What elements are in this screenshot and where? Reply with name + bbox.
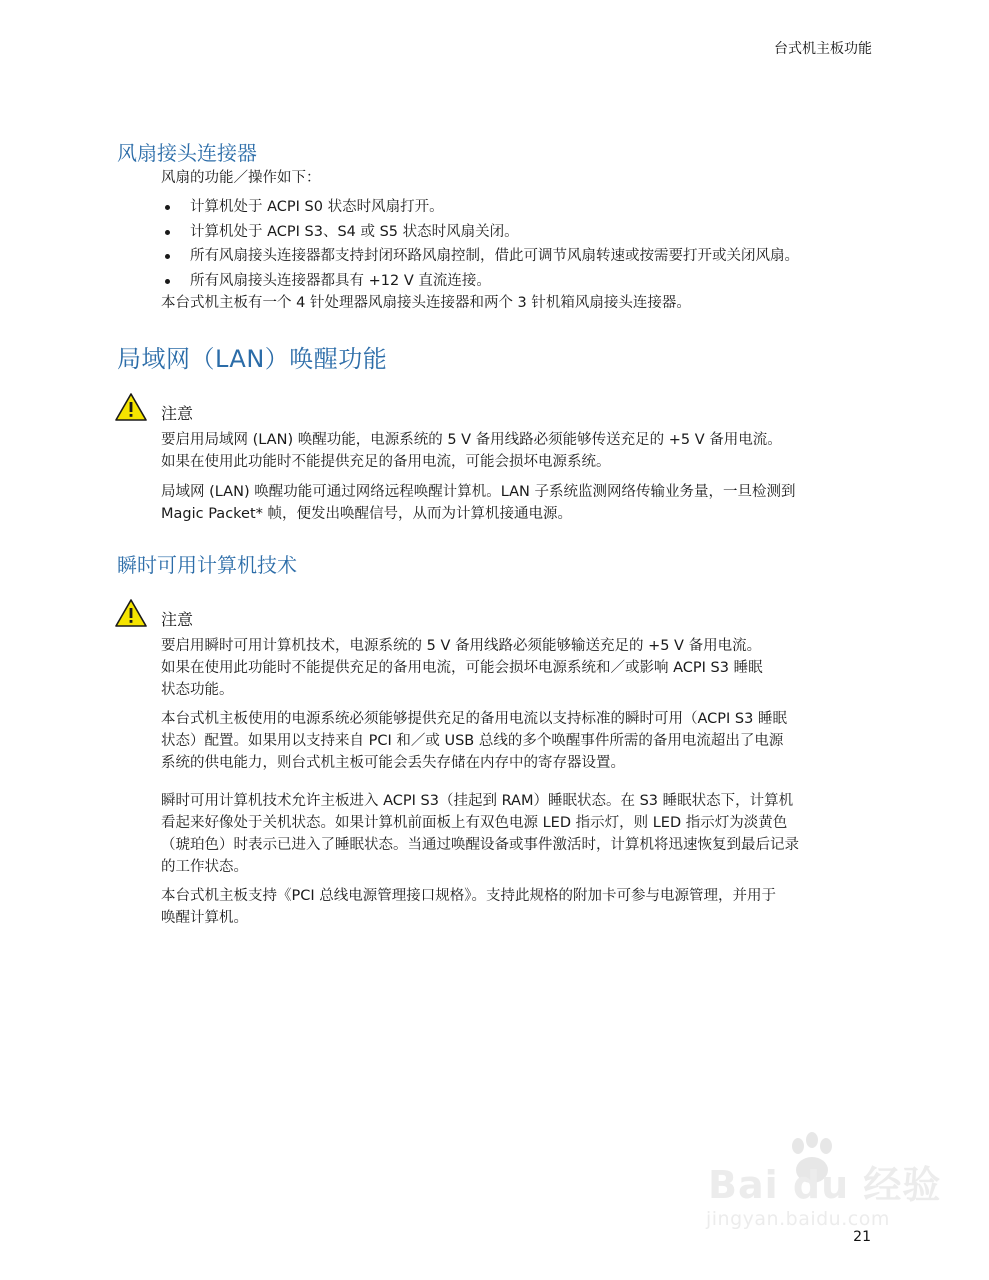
watermark-url: jingyan.baidu.com bbox=[706, 1208, 890, 1230]
warning-triangle-icon bbox=[114, 392, 148, 422]
instant-para-1: 本台式机主板使用的电源系统必须能够提供充足的备用电流以支持标准的瞬时可用（ACPI S3 睡眠 状态）配置。如果用以支持来自 PCI 和／或 USB 总线的多个唤醒事件所需的备用电流超出了电源 系统的供电能力，则台式机主板可能会丢失存储在内存中的寄存器设置。 bbox=[161, 711, 787, 771]
instant-para-2: 瞬时可用计算机技术允许主板进入 ACPI S3（挂起到 RAM）睡眠状态。在 S3 睡眠状态下，计算机 看起来好像处于关机状态。如果计算机前面板上有双色电源 LED 指示灯，则 LED 指示灯为淡黄色 （琥珀色）时表示已进入了睡眠状态。当通过唤醒设备或事件激活时，计算机将迅速恢复到最后记录 的工作状态。 bbox=[161, 793, 799, 875]
fan-intro: 风扇的功能／操作如下： bbox=[161, 170, 321, 186]
note-label: 注意 bbox=[161, 404, 194, 423]
bullet-dot bbox=[165, 230, 170, 235]
running-header: 台式机主板功能 bbox=[774, 41, 872, 57]
lan-wake-heading: 局域网（LAN）唤醒功能 bbox=[117, 345, 388, 373]
bullet-dot bbox=[165, 254, 170, 259]
bullet-dot bbox=[165, 279, 170, 284]
warning-triangle-icon bbox=[114, 598, 148, 628]
list-item: 所有风扇接头连接器都支持封闭环路风扇控制，借此可调节风扇转速或按需要打开或关闭风扇。 bbox=[161, 245, 799, 270]
fan-header-heading: 风扇接头连接器 bbox=[117, 141, 257, 165]
instant-para-3: 本台式机主板支持《PCI 总线电源管理接口规格》。支持此规格的附加卡可参与电源管理，并用于 唤醒计算机。 bbox=[161, 888, 777, 926]
list-item: 计算机处于 ACPI S3、S4 或 S5 状态时风扇关闭。 bbox=[161, 221, 799, 246]
bullet-dot bbox=[165, 205, 170, 210]
note-label: 注意 bbox=[161, 610, 194, 629]
watermark-brand: Bai du 经验 bbox=[708, 1163, 942, 1207]
fan-summary: 本台式机主板有一个 4 针处理器风扇接头连接器和两个 3 针机箱风扇接头连接器。 bbox=[161, 295, 691, 311]
lan-note-text: 要启用局域网 (LAN) 唤醒功能，电源系统的 5 V 备用线路必须能够传送充足的 +5 V 备用电流。 如果在使用此功能时不能提供充足的备用电流，可能会损坏电源系统。 bbox=[161, 432, 782, 470]
fan-bullet-list bbox=[161, 196, 799, 294]
baidu-watermark bbox=[700, 1132, 940, 1242]
lan-body-text: 局域网 (LAN) 唤醒功能可通过网络远程唤醒计算机。LAN 子系统监测网络传输业务量，一旦检测到 Magic Packet* 帧，便发出唤醒信号，从而为计算机接通电源。 bbox=[161, 484, 796, 522]
instant-note-text: 要启用瞬时可用计算机技术，电源系统的 5 V 备用线路必须能够输送充足的 +5 V 备用电流。 如果在使用此功能时不能提供充足的备用电流，可能会损坏电源系统和／或影响 ACPI S3 睡眠 状态功能。 bbox=[161, 638, 763, 698]
list-item: 所有风扇接头连接器都具有 +12 V 直流连接。 bbox=[161, 270, 799, 295]
list-item: 计算机处于 ACPI S0 状态时风扇打开。 bbox=[161, 196, 799, 221]
page-number: 21 bbox=[853, 1229, 871, 1245]
instant-available-heading: 瞬时可用计算机技术 bbox=[117, 553, 297, 577]
